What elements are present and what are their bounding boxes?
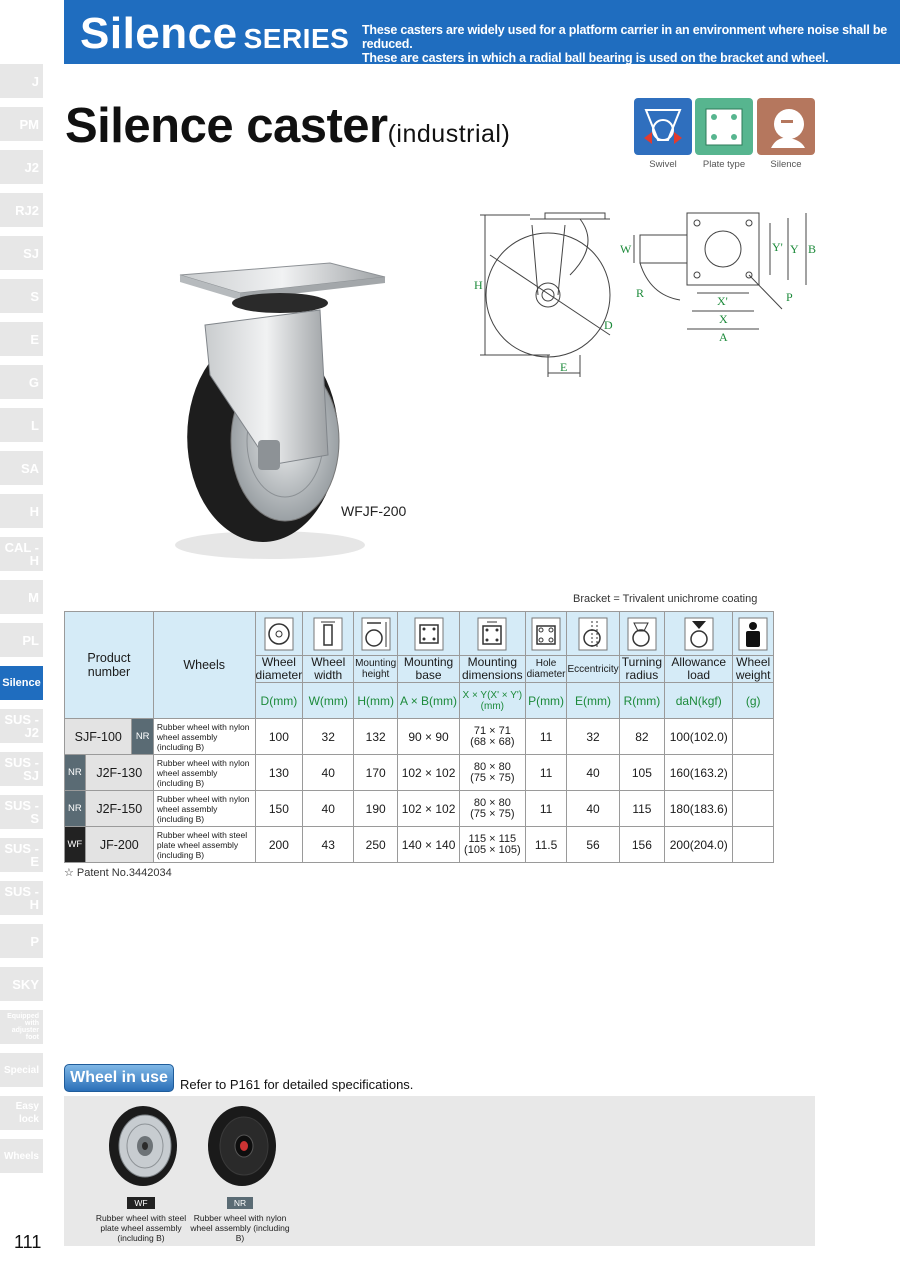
sidebar-item-p[interactable]: P: [0, 924, 43, 958]
feature-swivel-label: Swivel: [649, 159, 677, 170]
header-eccentricity: Eccentricity: [567, 656, 619, 683]
diagram-label-h: H: [474, 278, 483, 292]
cell-mounting-base: 90 × 90: [398, 719, 460, 755]
cell-mounting-height: 190: [354, 791, 398, 827]
wheel-in-use-panel: [64, 1096, 815, 1246]
caster-model-label: WFJF-200: [341, 503, 407, 519]
series-suffix: SERIES: [243, 23, 350, 54]
sidebar-item-pm[interactable]: PM: [0, 107, 43, 141]
cell-wheel-weight: [733, 755, 774, 791]
hole-diameter-icon: [525, 612, 567, 656]
table-row: [65, 827, 774, 863]
wheel-description: Rubber wheel with steel plate wheel assembly (including B): [153, 827, 255, 863]
nylon-wheel-icon: [200, 1100, 280, 1188]
diagram-label-x-prime: X': [717, 294, 728, 308]
sidebar-item-h[interactable]: H: [0, 494, 43, 528]
cell-wheel-width: 40: [303, 791, 354, 827]
wheel-item-wf: [91, 1100, 191, 1243]
wheel-in-use-reference: Refer to P161 for detailed specifications.: [180, 1077, 414, 1092]
cell-hole-diameter: 11.5: [525, 827, 567, 863]
cell-mounting-dimensions: 71 × 71 (68 × 68): [460, 719, 526, 755]
diagram-label-d: D: [604, 318, 613, 332]
cell-eccentricity: 40: [567, 755, 619, 791]
silence-icon: [757, 98, 815, 155]
page-title-sub: (industrial): [387, 120, 511, 148]
diagram-label-e: E: [560, 360, 568, 374]
feature-plate-type-label: Plate type: [702, 159, 746, 170]
cell-mounting-dimensions: 80 × 80 (75 × 75): [460, 755, 526, 791]
sidebar-item-easy-lock[interactable]: Easy lock: [0, 1096, 43, 1130]
cell-wheel-width: 43: [303, 827, 354, 863]
cell-hole-diameter: 11: [525, 719, 567, 755]
cell-turning-radius: 105: [619, 755, 665, 791]
cell-allowance-load: 200(204.0): [665, 827, 733, 863]
feature-silence: [757, 98, 815, 170]
allowance-load-icon: [665, 612, 733, 656]
wheel-item-nr: [190, 1100, 290, 1243]
sidebar-item-special[interactable]: Special: [0, 1053, 43, 1087]
wheel-width-icon: [303, 612, 354, 656]
cell-mounting-height: 170: [354, 755, 398, 791]
patent-note: ☆ Patent No.3442034: [64, 867, 172, 879]
header-hole-diameter: Hole diameter: [525, 656, 567, 683]
header-turning-radius: Turning radius: [619, 656, 665, 683]
cell-eccentricity: 32: [567, 719, 619, 755]
eccentricity-icon: [567, 612, 619, 656]
header-mounting-dimensions: Mounting dimensions: [460, 656, 526, 683]
wheel-description: Rubber wheel with nylon wheel assembly (including B): [153, 755, 255, 791]
cell-mounting-dimensions: 115 × 115 (105 × 105): [460, 827, 526, 863]
diagram-label-w: W: [620, 242, 632, 256]
feature-plate-type: [695, 98, 753, 170]
diagram-label-y: Y: [790, 242, 799, 256]
header-product-number: Product number: [65, 612, 154, 719]
cell-mounting-dimensions: 80 × 80 (75 × 75): [460, 791, 526, 827]
sidebar-item-cal-h[interactable]: CAL -H: [0, 537, 43, 571]
product-number: JF-200: [85, 827, 153, 863]
mounting-base-icon: [398, 612, 460, 656]
sidebar-item-sus-j2[interactable]: SUS -J2: [0, 709, 43, 743]
sidebar-item-j[interactable]: J: [0, 64, 43, 98]
page-title-main: Silence caster: [65, 99, 388, 153]
mounting-height-icon: [354, 612, 398, 656]
header-banner: [64, 0, 900, 64]
sidebar-item-e[interactable]: E: [0, 322, 43, 356]
unit-wheel-diameter: D(mm): [255, 683, 303, 719]
product-number: J2F-130: [85, 755, 153, 791]
wheel-type-tag: WF: [65, 827, 86, 863]
cell-mounting-base: 102 × 102: [398, 791, 460, 827]
sidebar-item-s[interactable]: S: [0, 279, 43, 313]
swivel-icon: [634, 98, 692, 155]
cell-turning-radius: 82: [619, 719, 665, 755]
steel-plate-wheel-icon: [101, 1100, 181, 1188]
header-wheel-width: Wheel width: [303, 656, 354, 683]
unit-mounting-base: A × B(mm): [398, 683, 460, 719]
sidebar-item-sus-e[interactable]: SUS -E: [0, 838, 43, 872]
wheel-diameter-icon: [255, 612, 303, 656]
product-number: J2F-150: [85, 791, 153, 827]
sidebar-item-sus-sj[interactable]: SUS -SJ: [0, 752, 43, 786]
unit-wheel-width: W(mm): [303, 683, 354, 719]
sidebar-item-sus-s[interactable]: SUS -S: [0, 795, 43, 829]
cell-mounting-height: 250: [354, 827, 398, 863]
cell-wheel-weight: [733, 827, 774, 863]
sidebar-item-silence[interactable]: Silence: [0, 666, 43, 700]
series-description-line-2: These are casters in which a radial ball bearing is used on the bracket and wheel.: [362, 51, 829, 65]
cell-eccentricity: 56: [567, 827, 619, 863]
wheel-type-tag: NR: [132, 719, 153, 755]
spec-table: [64, 611, 774, 863]
wheel-in-use-badge: Wheel in use: [64, 1064, 174, 1092]
cell-allowance-load: 180(183.6): [665, 791, 733, 827]
header-wheels: Wheels: [153, 612, 255, 719]
header-allowance-load: Allowance load: [665, 656, 733, 683]
sidebar-item-g[interactable]: G: [0, 365, 43, 399]
table-row: [65, 719, 774, 755]
cell-eccentricity: 40: [567, 791, 619, 827]
cell-turning-radius: 156: [619, 827, 665, 863]
header-wheel-weight: Wheel weight: [733, 656, 774, 683]
sidebar-item-sus-h[interactable]: SUS -H: [0, 881, 43, 915]
header-mounting-base: Mounting base: [398, 656, 460, 683]
feature-silence-label: Silence: [770, 159, 802, 170]
sidebar-item-sa[interactable]: SA: [0, 451, 43, 485]
wheel-tag-nr: NR: [227, 1197, 253, 1209]
cell-wheel-diameter: 200: [255, 827, 303, 863]
plate-type-icon: [695, 98, 753, 155]
cell-allowance-load: 160(163.2): [665, 755, 733, 791]
cell-turning-radius: 115: [619, 791, 665, 827]
cell-mounting-height: 132: [354, 719, 398, 755]
series-title: Silence SERIES: [80, 9, 350, 58]
sidebar-item-l[interactable]: L: [0, 408, 43, 442]
diagram-label-b: B: [808, 242, 817, 256]
header-wheel-diameter: Wheel diameter: [255, 655, 303, 682]
sidebar-item-wheels[interactable]: Wheels: [0, 1139, 43, 1173]
sidebar-item-adjuster-foot[interactable]: Equipped with adjuster foot: [0, 1010, 43, 1044]
unit-wheel-weight: (g): [733, 683, 774, 719]
wheel-weight-icon: [733, 612, 774, 656]
cell-wheel-diameter: 130: [255, 755, 303, 791]
unit-hole-diameter: P(mm): [525, 683, 567, 719]
diagram-label-a: A: [719, 330, 728, 344]
wheel-description: Rubber wheel with nylon wheel assembly (including B): [153, 719, 255, 755]
cell-wheel-diameter: 100: [255, 719, 303, 755]
feature-swivel: [634, 98, 692, 170]
sidebar-item-rj2[interactable]: RJ2: [0, 193, 43, 227]
series-description: [362, 23, 900, 65]
cell-wheel-diameter: 150: [255, 791, 303, 827]
product-number: SJF-100: [65, 719, 132, 755]
header-mounting-height: Mounting height: [354, 656, 398, 683]
diagram-label-r: R: [636, 286, 645, 300]
unit-eccentricity: E(mm): [567, 683, 619, 719]
table-row: [65, 755, 774, 791]
mounting-dimensions-icon: [460, 612, 526, 656]
wheel-type-tag: NR: [65, 755, 86, 791]
unit-allowance-load: daN(kgf): [665, 683, 733, 719]
bracket-coating-note: Bracket = Trivalent unichrome coating: [573, 593, 758, 605]
cell-wheel-width: 40: [303, 755, 354, 791]
wheel-caption-wf: Rubber wheel with steel plate wheel assembly (including B): [95, 1213, 187, 1243]
wheel-type-tag: NR: [65, 791, 86, 827]
cell-mounting-base: 140 × 140: [398, 827, 460, 863]
page-number: 111: [14, 1232, 42, 1252]
table-row: [65, 791, 774, 827]
diagram-label-x: X: [719, 312, 728, 326]
cell-wheel-width: 32: [303, 719, 354, 755]
wheel-tag-wf: WF: [127, 1197, 154, 1209]
sidebar-item-pl[interactable]: PL: [0, 623, 43, 657]
diagram-label-p: P: [786, 290, 793, 304]
cell-allowance-load: 100(102.0): [665, 719, 733, 755]
cell-hole-diameter: 11: [525, 791, 567, 827]
diagram-label-y-prime: Y': [772, 240, 783, 254]
series-description-line-1: These casters are widely used for a platform carrier in an environment where noise shall be reduced.: [362, 23, 888, 51]
unit-mounting-dimensions: X × Y(X' × Y') (mm): [460, 683, 526, 719]
turning-radius-icon: [619, 612, 665, 656]
cell-hole-diameter: 11: [525, 755, 567, 791]
cell-wheel-weight: [733, 791, 774, 827]
cell-mounting-base: 102 × 102: [398, 755, 460, 791]
wheel-caption-nr: Rubber wheel with nylon wheel assembly (including B): [190, 1213, 290, 1243]
sidebar-item-sky[interactable]: SKY: [0, 967, 43, 1001]
unit-mounting-height: H(mm): [354, 683, 398, 719]
cell-wheel-weight: [733, 719, 774, 755]
wheel-description: Rubber wheel with nylon wheel assembly (including B): [153, 791, 255, 827]
dimension-diagram: [470, 205, 820, 385]
page-title: [65, 98, 510, 162]
sidebar-item-j2[interactable]: J2: [0, 150, 43, 184]
sidebar-item-sj[interactable]: SJ: [0, 236, 43, 270]
sidebar-item-m[interactable]: M: [0, 580, 43, 614]
unit-turning-radius: R(mm): [619, 683, 665, 719]
